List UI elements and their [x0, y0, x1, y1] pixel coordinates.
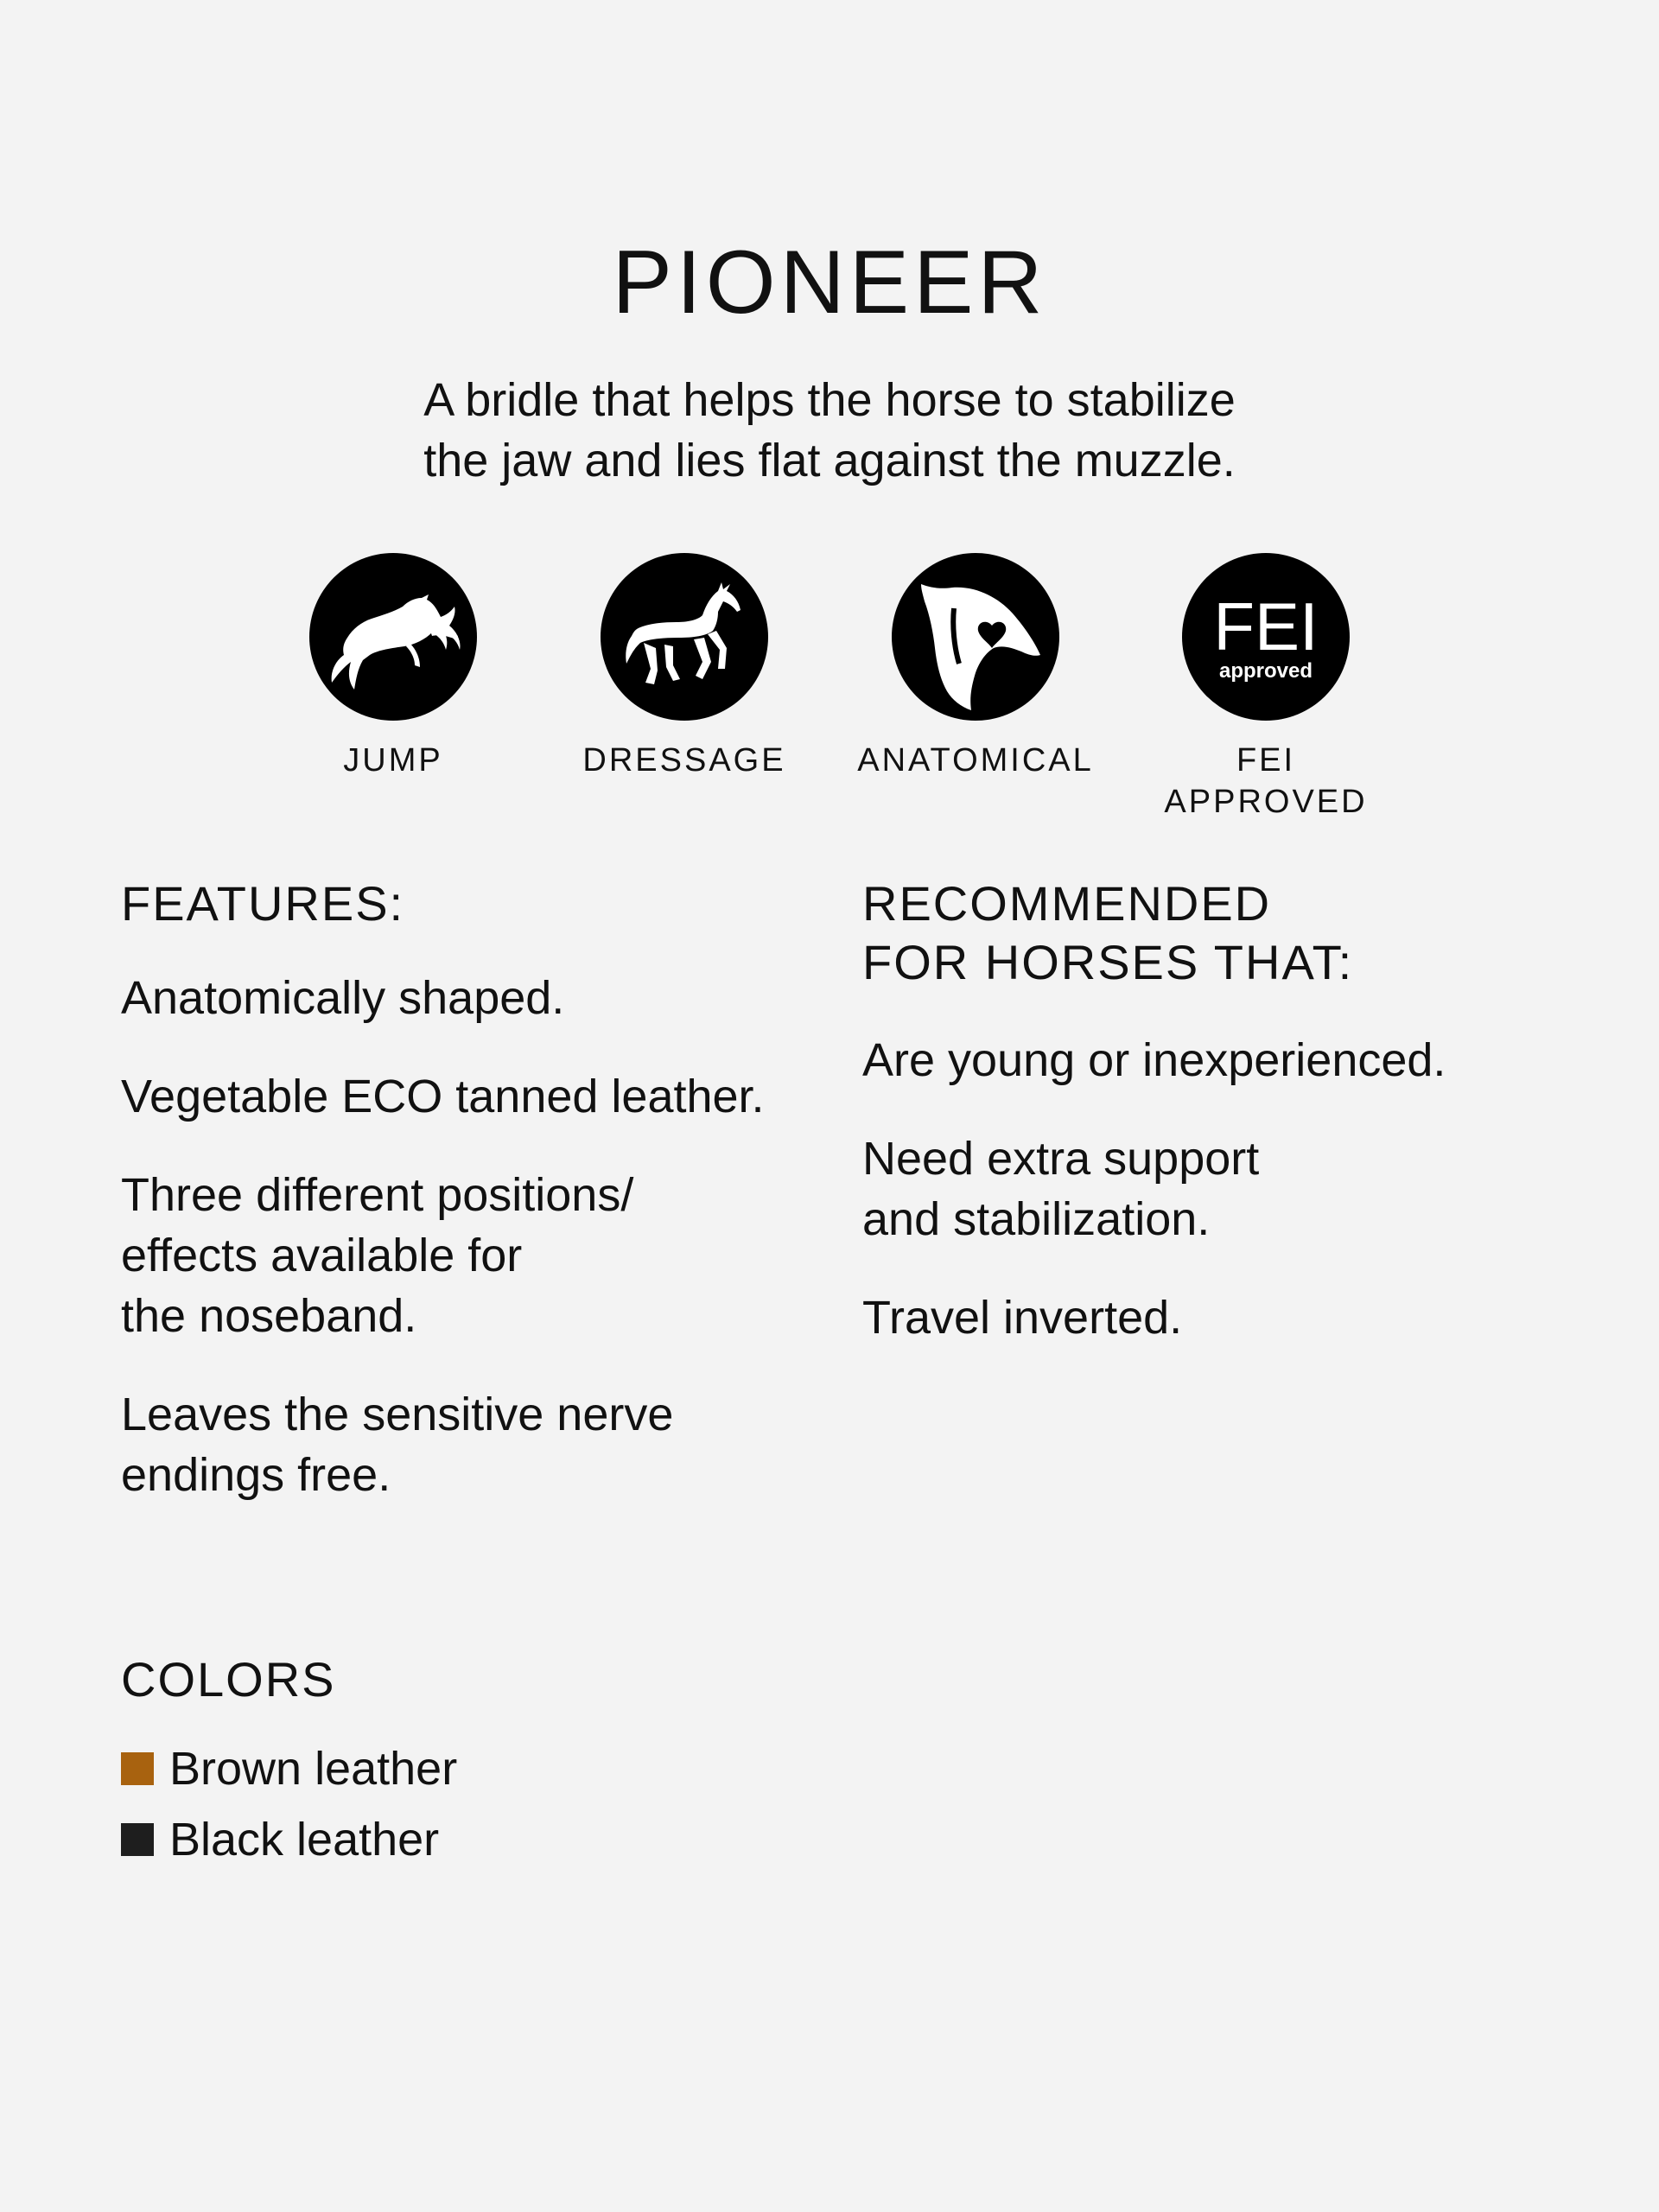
recommended-section	[862, 874, 1605, 1348]
icon-dressage	[555, 553, 814, 781]
features-section	[121, 874, 812, 1505]
product-description	[311, 370, 1348, 491]
color-option-black	[121, 1809, 812, 1870]
color-label: Black leather	[169, 1814, 440, 1866]
icon-anatomical	[846, 553, 1105, 781]
recommended-list	[862, 1030, 1605, 1348]
colors-section	[121, 1650, 812, 1870]
list-item: Three different positions/ effects available for the noseband.	[121, 1169, 634, 1342]
fei-approved-icon	[1182, 553, 1350, 721]
icon-label-jump: JUMP	[343, 742, 443, 779]
anatomical-icon	[892, 553, 1059, 721]
description-line: the jaw and lies flat against the muzzle.	[423, 435, 1236, 486]
icon-jump	[264, 553, 523, 781]
color-option-brown	[121, 1738, 812, 1799]
features-heading: FEATURES:	[121, 876, 405, 931]
list-item: Are young or inexperienced.	[862, 1034, 1446, 1086]
fei-badge-text: FEI	[1213, 588, 1319, 664]
color-swatch	[121, 1823, 154, 1856]
recommended-heading: RECOMMENDED FOR HORSES THAT:	[862, 876, 1354, 989]
features-list	[121, 968, 812, 1505]
page-title: PIONEER	[612, 232, 1047, 333]
color-label: Brown leather	[169, 1743, 458, 1795]
list-item: Anatomically shaped.	[121, 972, 565, 1024]
icon-label-anatomical: ANATOMICAL	[857, 742, 1094, 779]
icon-fei-approved	[1136, 553, 1395, 823]
list-item: Leaves the sensitive nerve endings free.	[121, 1389, 674, 1501]
list-item: Travel inverted.	[862, 1292, 1183, 1344]
color-swatch	[121, 1752, 154, 1785]
list-item: Vegetable ECO tanned leather.	[121, 1071, 765, 1122]
colors-heading: COLORS	[121, 1652, 336, 1707]
list-item: Need extra support and stabilization.	[862, 1133, 1260, 1245]
icon-label-fei: FEI APPROVED	[1164, 742, 1368, 820]
jump-icon	[309, 553, 477, 721]
fei-badge-subtext: approved	[1218, 659, 1313, 683]
dressage-icon	[601, 553, 768, 721]
description-line: A bridle that helps the horse to stabilize	[423, 374, 1236, 426]
icon-label-dressage: DRESSAGE	[582, 742, 786, 779]
